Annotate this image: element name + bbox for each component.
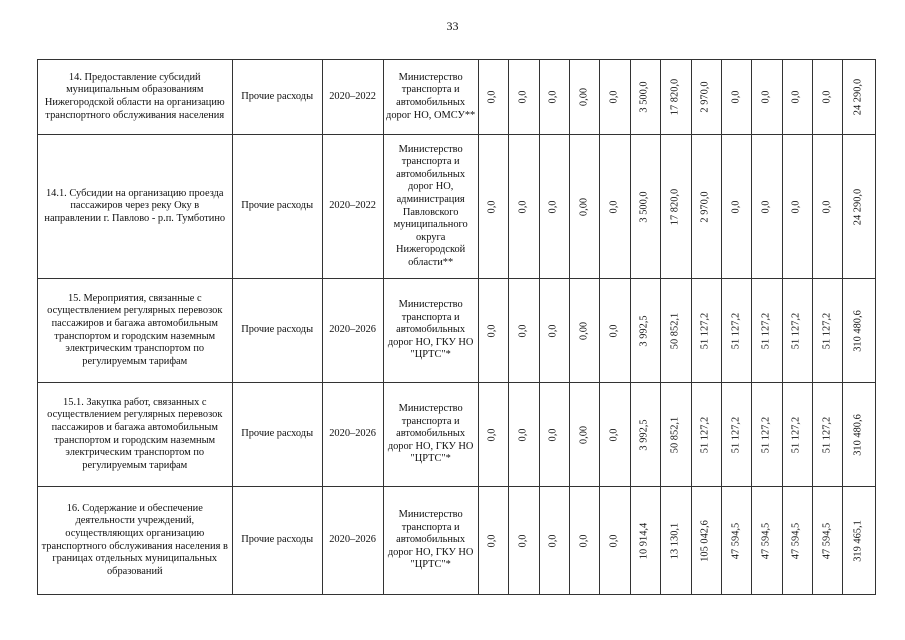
table-row xyxy=(38,60,876,135)
value-cell xyxy=(600,383,630,487)
value-cell xyxy=(782,487,812,595)
value-text: 0,0 xyxy=(791,90,803,104)
value-text: 3 500,0 xyxy=(639,81,651,113)
period-cell: 2020–2026 xyxy=(322,383,383,487)
value-text: 0,0 xyxy=(547,534,559,547)
value-text: 0,0 xyxy=(517,90,529,104)
value-cell xyxy=(569,383,599,487)
value-cell xyxy=(600,60,630,135)
value-cell xyxy=(478,135,508,279)
value-text: 0,0 xyxy=(821,90,833,104)
value-text: 0,0 xyxy=(760,200,772,213)
value-cell xyxy=(661,487,691,595)
value-text: 0,0 xyxy=(760,90,772,104)
value-text: 51 127,2 xyxy=(730,312,742,349)
value-text: 13 130,1 xyxy=(669,522,681,559)
value-cell xyxy=(843,487,876,595)
value-cell xyxy=(752,487,782,595)
value-cell xyxy=(600,487,630,595)
value-cell xyxy=(752,60,782,135)
value-text: 51 127,2 xyxy=(699,312,711,349)
expense-type-cell: Прочие расходы xyxy=(232,383,322,487)
value-text: 47 594,5 xyxy=(760,522,772,559)
value-text: 2 970,0 xyxy=(699,81,711,113)
value-cell xyxy=(691,279,721,383)
value-text: 310 480,6 xyxy=(852,413,864,456)
value-cell xyxy=(782,135,812,279)
value-text: 3 500,0 xyxy=(639,190,651,223)
responsible-cell: Министерство транспорта и автомобильных дорог НО, администрация Павловского муниципального округа Нижегородской области** xyxy=(383,135,478,279)
value-cell xyxy=(782,279,812,383)
value-cell xyxy=(478,279,508,383)
value-cell xyxy=(661,60,691,135)
value-cell xyxy=(539,279,569,383)
table-row xyxy=(38,383,876,487)
value-text: 0,0 xyxy=(517,200,529,213)
value-cell xyxy=(509,487,539,595)
budget-table xyxy=(37,59,876,595)
value-cell xyxy=(569,60,599,135)
value-cell xyxy=(752,279,782,383)
value-text: 51 127,2 xyxy=(791,312,803,349)
period-cell: 2020–2026 xyxy=(322,487,383,595)
value-text: 0,0 xyxy=(578,534,590,547)
event-name-cell: 14.1. Субсидии на организацию проезда пассажиров через реку Оку в направлении г. Павлово - р.п. Тумботино xyxy=(38,135,233,279)
value-text: 17 820,0 xyxy=(669,78,681,116)
value-text: 0,0 xyxy=(547,90,559,104)
value-text: 51 127,2 xyxy=(730,416,742,453)
value-cell xyxy=(539,383,569,487)
value-cell xyxy=(478,60,508,135)
value-text: 2 970,0 xyxy=(699,190,711,223)
value-cell xyxy=(630,487,660,595)
value-cell xyxy=(721,487,751,595)
value-text: 50 852,1 xyxy=(669,312,681,349)
value-cell xyxy=(630,279,660,383)
value-cell xyxy=(569,135,599,279)
value-text: 0,0 xyxy=(608,90,620,104)
value-text: 0,0 xyxy=(487,534,499,547)
value-cell xyxy=(509,135,539,279)
page-number: 33 xyxy=(446,19,459,33)
responsible-cell: Министерство транспорта и автомобильных дорог НО, ГКУ НО "ЦРТС"* xyxy=(383,279,478,383)
value-text: 0,0 xyxy=(547,324,559,337)
expense-type-cell: Прочие расходы xyxy=(232,60,322,135)
value-cell xyxy=(691,383,721,487)
value-cell xyxy=(782,60,812,135)
value-text: 51 127,2 xyxy=(791,416,803,453)
value-text: 310 480,6 xyxy=(852,309,864,352)
value-cell xyxy=(569,279,599,383)
value-text: 0,0 xyxy=(730,200,742,213)
value-text: 0,00 xyxy=(578,87,590,107)
value-text: 24 290,0 xyxy=(852,78,864,116)
value-text: 0,0 xyxy=(487,324,499,337)
value-cell xyxy=(843,60,876,135)
value-cell xyxy=(539,135,569,279)
value-cell xyxy=(843,135,876,279)
value-text: 0,0 xyxy=(791,200,803,213)
event-name-cell: 16. Содержание и обеспечение деятельности учреждений, осуществляющих организацию транспортного обслуживания населения в границах отдельных муниципальных образований xyxy=(38,487,233,595)
value-cell xyxy=(509,383,539,487)
expense-type-cell: Прочие расходы xyxy=(232,135,322,279)
value-cell xyxy=(478,487,508,595)
responsible-cell: Министерство транспорта и автомобильных дорог НО, ГКУ НО "ЦРТС"* xyxy=(383,383,478,487)
responsible-cell: Министерство транспорта и автомобильных дорог НО, ГКУ НО "ЦРТС"* xyxy=(383,487,478,595)
value-cell xyxy=(721,135,751,279)
value-cell xyxy=(509,279,539,383)
value-text: 0,0 xyxy=(517,534,529,547)
value-text: 105 042,6 xyxy=(699,519,711,562)
table-row xyxy=(38,135,876,279)
value-text: 0,0 xyxy=(487,428,499,441)
value-text: 0,00 xyxy=(578,197,590,216)
value-cell xyxy=(752,135,782,279)
value-text: 0,0 xyxy=(608,200,620,213)
value-cell xyxy=(691,60,721,135)
value-text: 47 594,5 xyxy=(730,522,742,559)
value-cell xyxy=(813,383,843,487)
value-text: 0,0 xyxy=(821,200,833,213)
event-name-cell: 15. Мероприятия, связанные с осуществлением регулярных перевозок пассажиров и багажа автомобильным транспортом и городским наземным электрическим транспортом по регулируемым тарифам xyxy=(38,279,233,383)
value-text: 10 914,4 xyxy=(639,522,651,559)
value-cell xyxy=(813,487,843,595)
value-cell xyxy=(509,60,539,135)
value-cell xyxy=(813,279,843,383)
value-text: 0,00 xyxy=(578,425,590,444)
expense-type-cell: Прочие расходы xyxy=(232,279,322,383)
value-cell xyxy=(539,487,569,595)
table-row xyxy=(38,279,876,383)
value-text: 51 127,2 xyxy=(699,416,711,453)
value-cell xyxy=(843,383,876,487)
event-name-cell: 14. Предоставление субсидий муниципальным образованиям Нижегородской области на организацию транспортного обслуживания населения xyxy=(38,60,233,135)
responsible-cell: Министерство транспорта и автомобильных дорог НО, ОМСУ** xyxy=(383,60,478,135)
value-cell xyxy=(600,279,630,383)
value-cell xyxy=(569,487,599,595)
value-text: 0,0 xyxy=(547,428,559,441)
value-text: 24 290,0 xyxy=(852,188,864,225)
value-cell xyxy=(721,383,751,487)
value-text: 0,0 xyxy=(608,534,620,547)
value-text: 0,0 xyxy=(608,324,620,337)
value-cell xyxy=(782,383,812,487)
value-text: 0,00 xyxy=(578,321,590,340)
value-cell xyxy=(843,279,876,383)
expense-type-cell: Прочие расходы xyxy=(232,487,322,595)
value-cell xyxy=(630,135,660,279)
period-cell: 2020–2022 xyxy=(322,60,383,135)
value-text: 3 992,5 xyxy=(639,418,651,451)
value-cell xyxy=(600,135,630,279)
value-text: 3 992,5 xyxy=(639,314,651,347)
period-cell: 2020–2022 xyxy=(322,135,383,279)
value-cell xyxy=(478,383,508,487)
value-cell xyxy=(721,279,751,383)
value-text: 0,0 xyxy=(547,200,559,213)
value-cell xyxy=(721,60,751,135)
period-cell: 2020–2026 xyxy=(322,279,383,383)
value-cell xyxy=(630,383,660,487)
value-cell xyxy=(813,135,843,279)
value-text: 50 852,1 xyxy=(669,416,681,453)
value-cell xyxy=(691,135,721,279)
value-text: 51 127,2 xyxy=(760,416,772,453)
value-text: 0,0 xyxy=(517,324,529,337)
table-row xyxy=(38,487,876,595)
value-text: 51 127,2 xyxy=(760,312,772,349)
value-text: 0,0 xyxy=(487,200,499,213)
value-text: 47 594,5 xyxy=(791,522,803,559)
value-text: 0,0 xyxy=(487,90,499,104)
value-text: 0,0 xyxy=(608,428,620,441)
value-cell xyxy=(661,279,691,383)
value-cell xyxy=(691,487,721,595)
value-cell xyxy=(813,60,843,135)
value-text: 51 127,2 xyxy=(821,416,833,453)
value-cell xyxy=(661,383,691,487)
value-cell xyxy=(752,383,782,487)
value-cell xyxy=(661,135,691,279)
value-text: 0,0 xyxy=(517,428,529,441)
value-text: 47 594,5 xyxy=(821,522,833,559)
value-cell xyxy=(630,60,660,135)
value-text: 319 465,1 xyxy=(852,519,864,562)
value-text: 0,0 xyxy=(730,90,742,104)
value-text: 17 820,0 xyxy=(669,188,681,225)
value-text: 51 127,2 xyxy=(821,312,833,349)
event-name-cell: 15.1. Закупка работ, связанных с осуществлением регулярных перевозок пассажиров и багажа автомобильным транспортом и городским наземным электрическим транспортом по регулируемым тарифам xyxy=(38,383,233,487)
value-cell xyxy=(539,60,569,135)
